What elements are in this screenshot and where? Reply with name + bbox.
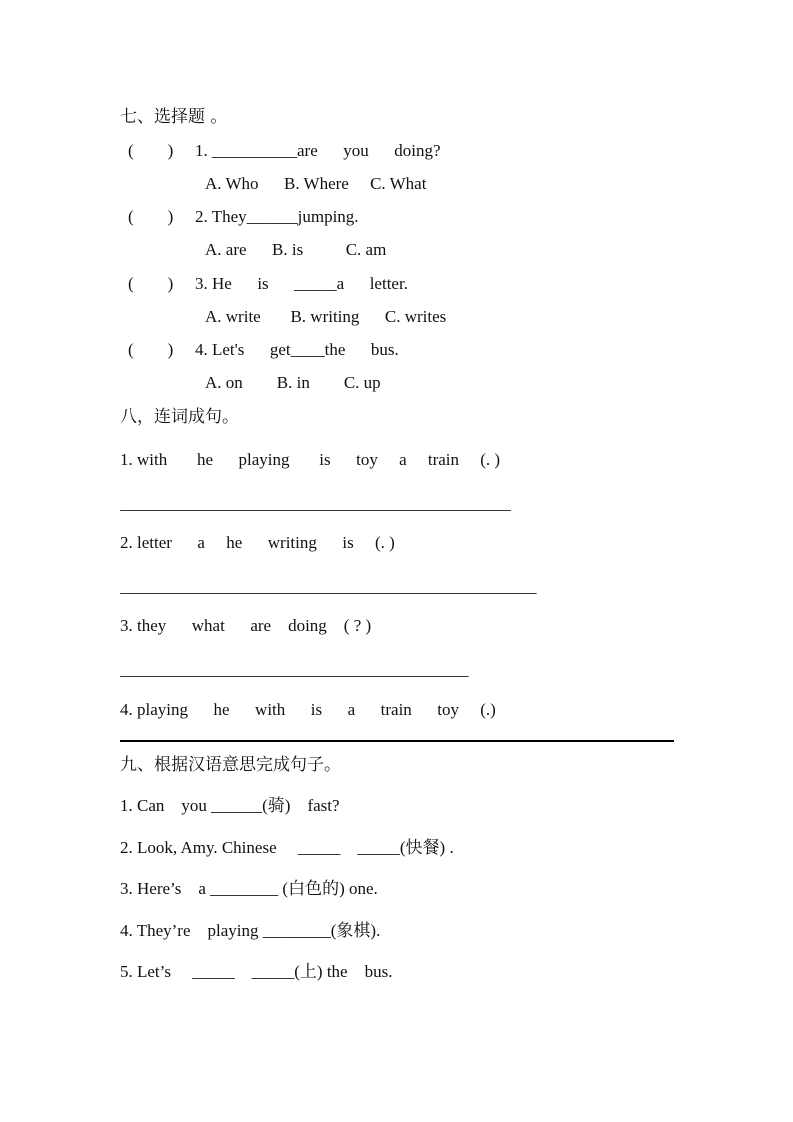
sentence-item-2: 2. letter a he writing is (. ) — [120, 533, 395, 552]
translation-item-3: 3. Here’s a ________ (白色的) one. — [120, 879, 378, 899]
question-1-options: A. Who B. Where C. What — [205, 174, 427, 193]
answer-line-3: _________________________________________ — [120, 660, 469, 679]
translation-item-5: 5. Let’s _____ _____(上) the bus. — [120, 962, 393, 982]
answer-paren-1: ( ) — [128, 141, 174, 160]
question-4-options: A. on B. in C. up — [205, 373, 381, 392]
translation-item-2: 2. Look, Amy. Chinese _____ _____(快餐) . — [120, 838, 454, 858]
question-2-options: A. are B. is C. am — [205, 240, 387, 259]
sentence-item-3: 3. they what are doing ( ? ) — [120, 616, 372, 635]
answer-paren-2: ( ) — [128, 207, 174, 226]
question-2-stem: 2. They______jumping. — [195, 207, 359, 226]
section-7-heading: 七、选择题 。 — [120, 107, 228, 127]
answer-line-1: ______________________________________________ — [120, 494, 511, 513]
question-1-stem: 1. __________are you doing? — [195, 141, 441, 160]
question-3-stem: 3. He is _____a letter. — [195, 274, 408, 293]
question-3-options: A. write B. writing C. writes — [205, 307, 447, 326]
question-4-stem: 4. Let's get____the bus. — [195, 340, 399, 359]
translation-item-4: 4. They’re playing ________(象棋). — [120, 921, 381, 941]
sentence-item-4: 4. playing he with is a train toy (.) — [120, 700, 496, 719]
answer-line-4 — [120, 740, 674, 742]
section-8-heading: 八，连词成句。 — [120, 407, 239, 427]
sentence-item-1: 1. with he playing is toy a train (. ) — [120, 450, 501, 469]
answer-line-2: _________________________________________________ — [120, 577, 537, 596]
section-9-heading: 九、根据汉语意思完成句子。 — [120, 755, 341, 775]
answer-paren-3: ( ) — [128, 274, 174, 293]
translation-item-1: 1. Can you ______(骑) fast? — [120, 796, 340, 816]
answer-paren-4: ( ) — [128, 340, 174, 359]
